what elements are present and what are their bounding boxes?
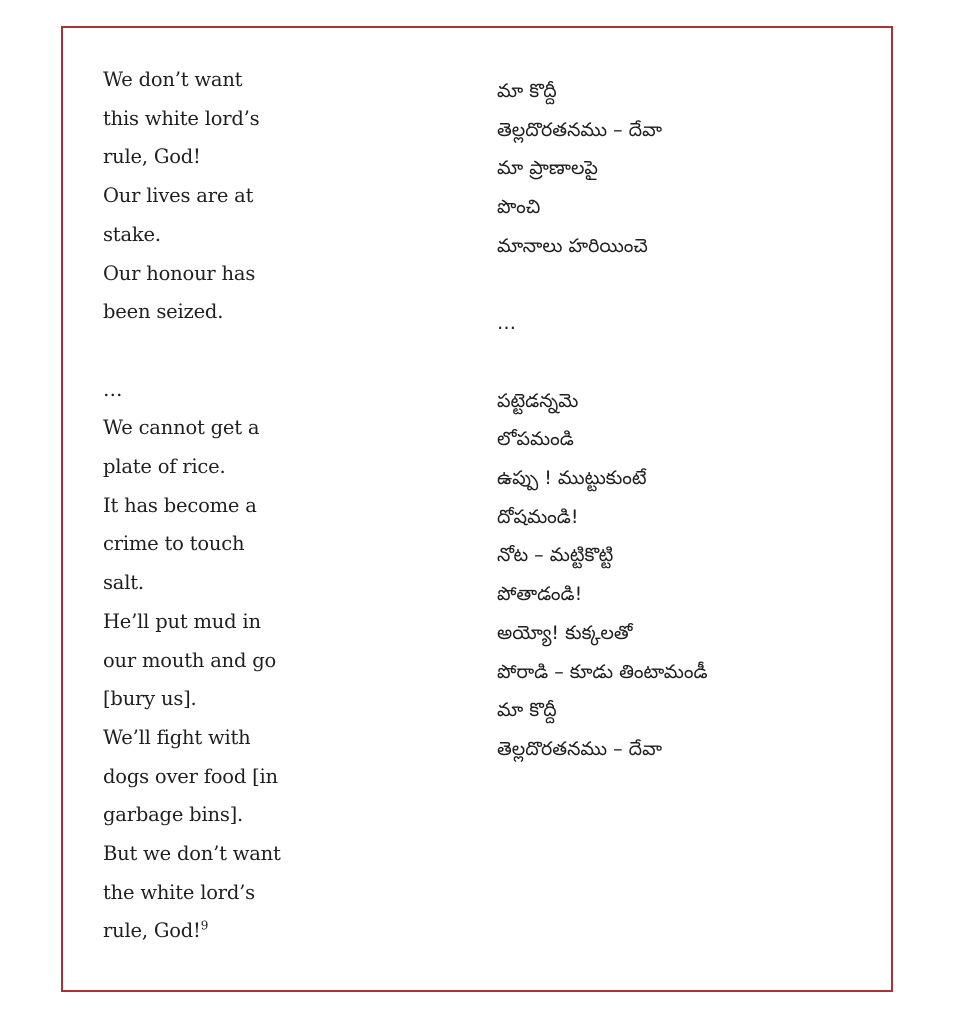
telugu-original-column [497, 72, 857, 769]
english-line: rule, God! [103, 145, 201, 169]
telugu-line: ఉప్పు ! ముట్టుకుంటే [497, 467, 647, 489]
english-line-last [103, 912, 303, 951]
telugu-line: తెల్లదొరతనము – దేవా [497, 737, 663, 760]
telugu-line: తెల్లదొరతనము – దేవా [497, 118, 663, 141]
telugu-line: దోషమండి! [497, 505, 579, 528]
english-line: But we don’t want [103, 842, 281, 866]
poem-frame [61, 26, 893, 992]
telugu-line: మా కొద్దీ [497, 80, 557, 102]
english-line: [bury us]. [103, 687, 197, 711]
english-line-text: rule, God! [103, 919, 201, 943]
english-line: our mouth and go [103, 648, 277, 672]
stanza-gap [497, 343, 857, 382]
english-line: dogs over food [in [103, 764, 278, 788]
english-line: We don’t want [103, 68, 243, 91]
english-line: salt. [103, 571, 144, 595]
english-line: plate of rice. [103, 455, 226, 479]
telugu-line: మానాలు హరియించె [497, 234, 648, 257]
telugu-line: నోట – మట్టికొట్టి [497, 544, 614, 567]
telugu-line: మా ప్రాణాలపై [497, 157, 598, 180]
telugu-line: మా కొద్దీ [497, 699, 557, 722]
english-line: It has become a [103, 493, 257, 517]
english-line: garbage bins]. [103, 803, 244, 827]
telugu-line: పోతాడండి! [497, 583, 583, 606]
english-line: Our lives are at [103, 184, 254, 208]
english-line: this white lord’s [103, 106, 260, 130]
english-line: crime to touch [103, 532, 245, 556]
footnote-marker: 9 [200, 918, 209, 933]
english-line: He’ll put mud in [103, 609, 261, 633]
english-translation-column [103, 61, 303, 951]
english-line: Our honour has [103, 261, 256, 285]
english-line: We’ll fight with [103, 725, 251, 749]
ellipsis: … [497, 312, 516, 335]
telugu-line: పొంచి [497, 196, 541, 219]
telugu-line: అయ్యో! కుక్కలతో [497, 621, 633, 644]
telugu-line: లోపమండి [497, 428, 574, 451]
stanza-gap [497, 266, 857, 305]
ellipsis: … [103, 377, 123, 401]
english-line: the white lord’s [103, 880, 255, 904]
english-line: been seized. [103, 300, 224, 324]
english-line: stake. [103, 222, 161, 246]
telugu-line: పట్టెడన్నమె [497, 389, 579, 412]
telugu-line: పోరాడి – కూడు తింటామండీ [497, 660, 708, 683]
english-line: We cannot get a [103, 416, 260, 440]
stanza-gap [103, 332, 303, 371]
